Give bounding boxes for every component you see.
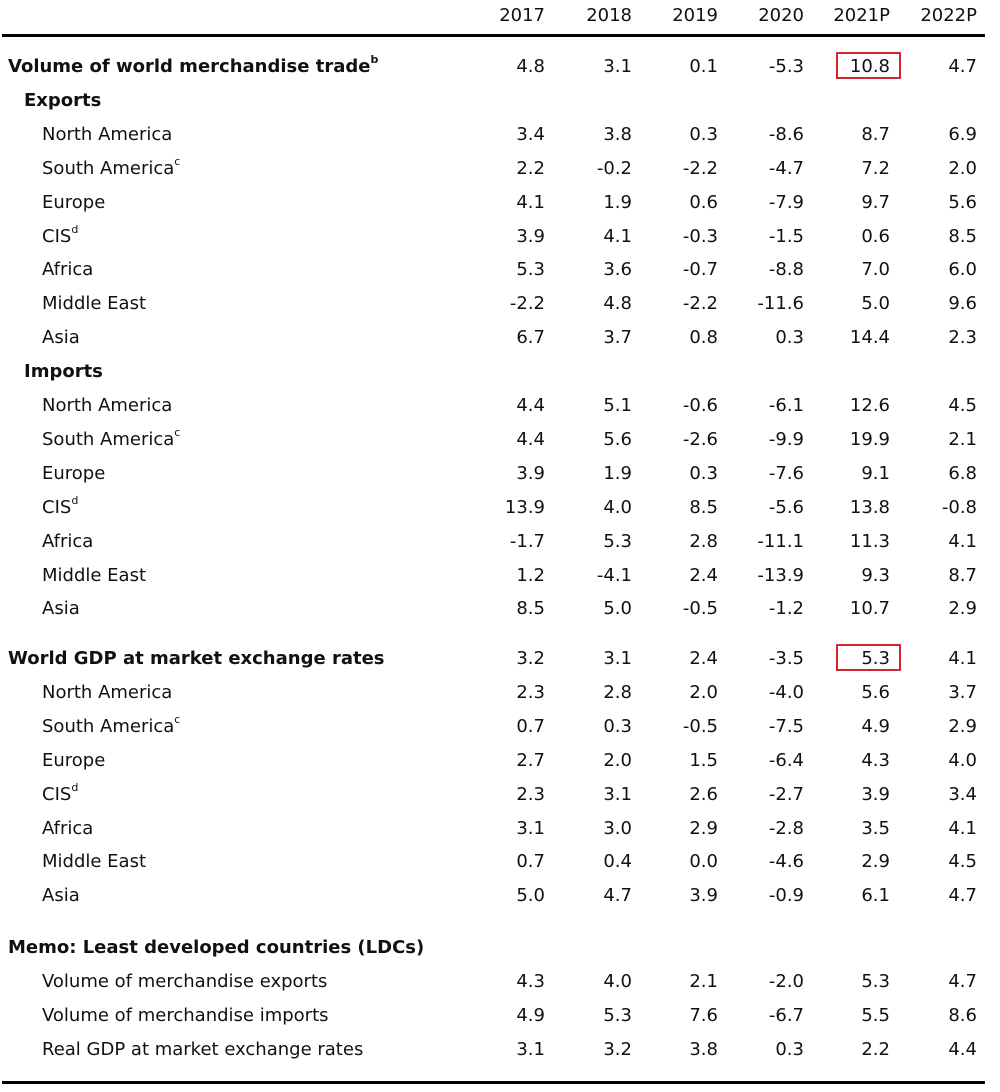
- value-cell-2019: 8.5: [689, 496, 718, 518]
- row-label-africa: [42, 531, 93, 553]
- value-cell-2021p: 5.5: [861, 1004, 890, 1026]
- row-label-text: Exports: [24, 89, 102, 111]
- row-label-memo-least-developed-countries-ldcs: [8, 937, 424, 959]
- value-cell-2022p: 6.8: [948, 462, 977, 484]
- value-cell-2018: 0.4: [603, 851, 632, 873]
- value-cell-2019: -2.2: [682, 157, 718, 179]
- row-label-world-gdp-at-market-exchange-rates: [8, 648, 385, 670]
- value-cell-2017: 3.1: [516, 1038, 545, 1060]
- row-label-text: Europe: [42, 749, 106, 771]
- row-label-text: Africa: [42, 259, 94, 281]
- row-label-text: Middle East: [42, 851, 147, 873]
- value-cell-2018: 3.1: [603, 56, 632, 77]
- value-cell-2021p: 11.3: [849, 530, 890, 552]
- value-cell-2021p: 5.3: [861, 648, 890, 669]
- value-cell-2022p: 5.6: [948, 191, 977, 213]
- value-cell-2021p: 13.8: [849, 496, 890, 518]
- value-cell-2022p: 4.5: [948, 395, 977, 416]
- row-label-text: Europe: [42, 191, 106, 213]
- row-label-text: Volume of world merchandise trade: [8, 56, 371, 77]
- row-label-text: North America: [42, 123, 173, 145]
- table-row: [0, 222, 1000, 256]
- value-cell-2020: -9.9: [768, 428, 804, 450]
- value-cell-2020: -4.7: [768, 157, 804, 179]
- table-row: [0, 90, 1000, 120]
- footnote-marker: c: [174, 712, 181, 726]
- value-cell-2022p: 8.7: [948, 564, 977, 586]
- table-row: [0, 598, 1000, 628]
- value-cell-2020: -6.1: [768, 395, 804, 416]
- value-cell-2019: -2.2: [682, 293, 718, 315]
- value-cell-2021p: 4.9: [861, 715, 890, 737]
- value-cell-2020: -5.3: [768, 56, 804, 77]
- value-cell-2022p: 4.7: [948, 56, 977, 77]
- table-row: [0, 463, 1000, 493]
- value-cell-2018: 1.9: [603, 462, 632, 484]
- row-label-europe: [42, 192, 105, 214]
- row-label-text: Real GDP at market exchange rates: [42, 1038, 364, 1060]
- value-cell-2018: 5.6: [603, 428, 632, 450]
- value-cell-2019: 1.5: [689, 749, 718, 771]
- value-cell-2021p: 0.6: [861, 225, 890, 247]
- value-cell-2017: 0.7: [516, 715, 545, 737]
- value-cell-2021p: 9.1: [861, 462, 890, 484]
- value-cell-2022p: 4.1: [948, 817, 977, 839]
- highlight-box: [836, 52, 901, 79]
- row-label-middle-east: [42, 851, 146, 873]
- value-cell-2021p: 6.1: [861, 885, 890, 907]
- value-cell-2018: 5.1: [603, 395, 632, 416]
- row-label-africa: [42, 259, 93, 281]
- value-cell-2018: 4.0: [603, 496, 632, 518]
- value-cell-2019: 0.1: [689, 56, 718, 77]
- row-label-asia: [42, 598, 80, 620]
- row-label-text: Africa: [42, 530, 94, 552]
- value-cell-2017: -1.7: [509, 530, 545, 552]
- value-cell-2017: 2.2: [516, 157, 545, 179]
- row-label-text: North America: [42, 395, 173, 416]
- row-label-asia: [42, 327, 80, 349]
- footnote-marker: c: [174, 154, 181, 168]
- value-cell-2019: 0.6: [689, 191, 718, 213]
- value-cell-2019: 2.9: [689, 817, 718, 839]
- value-cell-2022p: 8.5: [948, 225, 977, 247]
- table-row: [0, 648, 1000, 678]
- row-label-text: CIS: [42, 783, 72, 805]
- value-cell-2019: -2.6: [682, 428, 718, 450]
- value-cell-2017: 4.9: [516, 1004, 545, 1026]
- value-cell-2020: -7.6: [768, 462, 804, 484]
- value-cell-2019: 2.8: [689, 530, 718, 552]
- value-cell-2018: 5.0: [603, 598, 632, 620]
- row-label-text: Middle East: [42, 564, 147, 586]
- value-cell-2019: -0.7: [682, 259, 718, 281]
- value-cell-2017: 4.4: [516, 428, 545, 450]
- row-label-text: CIS: [42, 496, 72, 518]
- value-cell-2022p: 6.9: [948, 123, 977, 145]
- row-label-imports: [24, 361, 103, 383]
- value-cell-2017: -2.2: [509, 293, 545, 315]
- value-cell-2021p: 5.3: [861, 970, 890, 992]
- row-label-middle-east: [42, 293, 146, 315]
- value-cell-2022p: 3.7: [948, 681, 977, 703]
- row-label-text: Imports: [24, 361, 103, 383]
- footnote-marker: d: [71, 222, 79, 236]
- value-cell-2018: 5.3: [603, 530, 632, 552]
- row-label-cis: [42, 493, 79, 519]
- value-cell-2022p: 8.6: [948, 1004, 977, 1026]
- value-cell-2020: -4.0: [768, 681, 804, 703]
- value-cell-2022p: 4.1: [948, 530, 977, 552]
- value-cell-2017: 3.4: [516, 123, 545, 145]
- value-cell-2021p: 4.3: [861, 749, 890, 771]
- value-cell-2019: 2.4: [689, 564, 718, 586]
- value-cell-2020: -2.0: [768, 970, 804, 992]
- value-cell-2018: 2.0: [603, 749, 632, 771]
- value-cell-2017: 3.2: [516, 648, 545, 669]
- table-row: [0, 293, 1000, 323]
- value-cell-2017: 2.3: [516, 783, 545, 805]
- row-label-text: Europe: [42, 462, 106, 484]
- value-cell-2017: 4.4: [516, 395, 545, 416]
- value-cell-2018: 3.1: [603, 783, 632, 805]
- row-label-europe: [42, 463, 105, 485]
- table-row: [0, 361, 1000, 391]
- table-row: [0, 1039, 1000, 1069]
- value-cell-2021p: 7.2: [861, 157, 890, 179]
- value-cell-2017: 4.1: [516, 191, 545, 213]
- value-cell-2019: 7.6: [689, 1004, 718, 1026]
- value-cell-2018: 4.0: [603, 970, 632, 992]
- value-cell-2018: 3.1: [603, 648, 632, 669]
- value-cell-2019: 3.9: [689, 885, 718, 907]
- value-cell-2020: -3.5: [768, 648, 804, 669]
- value-cell-2019: 3.8: [689, 1038, 718, 1060]
- table-row: [0, 971, 1000, 1001]
- value-cell-2020: -2.8: [768, 817, 804, 839]
- value-cell-2017: 3.9: [516, 462, 545, 484]
- row-label-text: Volume of merchandise imports: [42, 1004, 329, 1026]
- value-cell-2018: -0.2: [596, 157, 632, 179]
- table-row: [0, 851, 1000, 881]
- row-label-asia: [42, 885, 80, 907]
- value-cell-2018: 4.8: [603, 293, 632, 315]
- value-cell-2019: 0.3: [689, 462, 718, 484]
- value-cell-2017: 2.7: [516, 749, 545, 771]
- value-cell-2018: 5.3: [603, 1004, 632, 1026]
- value-cell-2021p: 5.0: [861, 293, 890, 315]
- value-cell-2017: 4.3: [516, 970, 545, 992]
- value-cell-2018: 3.8: [603, 123, 632, 145]
- value-cell-2017: 6.7: [516, 327, 545, 349]
- row-label-north-america: [42, 124, 172, 146]
- value-cell-2020: -1.5: [768, 225, 804, 247]
- value-cell-2020: -4.6: [768, 851, 804, 873]
- table-row: [0, 192, 1000, 222]
- value-cell-2022p: 4.7: [948, 885, 977, 907]
- value-cell-2021p: 14.4: [849, 327, 890, 349]
- value-cell-2017: 13.9: [504, 496, 545, 518]
- value-cell-2021p: 3.9: [861, 783, 890, 805]
- value-cell-2022p: 4.5: [948, 851, 977, 873]
- row-label-cis: [42, 222, 79, 248]
- row-label-text: World GDP at market exchange rates: [8, 648, 385, 669]
- value-cell-2020: -7.9: [768, 191, 804, 213]
- value-cell-2018: 4.1: [603, 225, 632, 247]
- value-cell-2018: 3.2: [603, 1038, 632, 1060]
- value-cell-2019: 0.8: [689, 327, 718, 349]
- value-cell-2017: 3.1: [516, 817, 545, 839]
- year-header-2018: 2018: [586, 5, 632, 26]
- value-cell-2018: -4.1: [596, 564, 632, 586]
- value-cell-2017: 5.0: [516, 885, 545, 907]
- table-row: [0, 531, 1000, 561]
- table-row: [0, 53, 1000, 86]
- row-label-text: Volume of merchandise exports: [42, 970, 328, 992]
- row-label-text: South America: [42, 157, 175, 179]
- value-cell-2022p: 2.9: [948, 598, 977, 620]
- footnote-marker: d: [71, 780, 79, 794]
- top-rule: [2, 34, 985, 37]
- table-row: [0, 124, 1000, 154]
- row-label-africa: [42, 818, 93, 840]
- value-cell-2019: -0.5: [682, 715, 718, 737]
- table-row: [0, 682, 1000, 712]
- table-row: [0, 493, 1000, 527]
- year-header-2019: 2019: [672, 5, 718, 26]
- row-label-south-america: [42, 154, 181, 180]
- value-cell-2018: 4.7: [603, 885, 632, 907]
- table-row: [0, 1005, 1000, 1035]
- row-label-exports: [24, 90, 101, 112]
- row-label-text: CIS: [42, 225, 72, 247]
- table-row: [0, 565, 1000, 595]
- value-cell-2018: 1.9: [603, 191, 632, 213]
- value-cell-2021p: 3.5: [861, 817, 890, 839]
- row-label-volume-of-merchandise-imports: [42, 1005, 329, 1027]
- value-cell-2021p: 10.7: [849, 598, 890, 620]
- table-row: [0, 425, 1000, 459]
- value-cell-2019: -0.5: [682, 598, 718, 620]
- table-row: [0, 395, 1000, 425]
- value-cell-2020: -11.1: [757, 530, 804, 552]
- value-cell-2021p: 2.2: [861, 1038, 890, 1060]
- value-cell-2022p: 3.4: [948, 783, 977, 805]
- value-cell-2022p: 4.7: [948, 970, 977, 992]
- value-cell-2022p: 2.0: [948, 157, 977, 179]
- row-label-north-america: [42, 682, 172, 704]
- value-cell-2020: -8.8: [768, 259, 804, 281]
- value-cell-2018: 3.6: [603, 259, 632, 281]
- row-label-south-america: [42, 712, 181, 738]
- row-label-text: Africa: [42, 817, 94, 839]
- row-label-text: Memo: Least developed countries (LDCs): [8, 937, 425, 958]
- value-cell-2020: -1.2: [768, 598, 804, 620]
- value-cell-2018: 0.3: [603, 715, 632, 737]
- value-cell-2018: 3.0: [603, 817, 632, 839]
- value-cell-2020: -0.9: [768, 885, 804, 907]
- value-cell-2019: 0.0: [689, 851, 718, 873]
- value-cell-2017: 8.5: [516, 598, 545, 620]
- row-label-middle-east: [42, 565, 146, 587]
- row-label-text: North America: [42, 681, 173, 703]
- value-cell-2021p: 9.7: [861, 191, 890, 213]
- table-row: [0, 327, 1000, 357]
- table-row: [0, 937, 1000, 967]
- table-row: [0, 712, 1000, 746]
- value-cell-2022p: 4.1: [948, 648, 977, 669]
- year-header-2021p: 2021P: [833, 5, 890, 26]
- value-cell-2021p: 8.7: [861, 123, 890, 145]
- value-cell-2020: 0.3: [775, 327, 804, 349]
- value-cell-2020: -2.7: [768, 783, 804, 805]
- value-cell-2020: -11.6: [757, 293, 804, 315]
- value-cell-2022p: 2.9: [948, 715, 977, 737]
- value-cell-2022p: 2.1: [948, 428, 977, 450]
- table-row: [0, 259, 1000, 289]
- value-cell-2017: 2.3: [516, 681, 545, 703]
- row-label-north-america: [42, 395, 172, 417]
- row-label-text: Asia: [42, 327, 80, 349]
- row-label-volume-of-merchandise-exports: [42, 971, 327, 993]
- table-row: [0, 750, 1000, 780]
- row-label-volume-of-world-merchandise-trade: [8, 53, 379, 78]
- value-cell-2022p: 4.0: [948, 749, 977, 771]
- value-cell-2021p: 9.3: [861, 564, 890, 586]
- year-header-2020: 2020: [758, 5, 804, 26]
- value-cell-2020: -6.4: [768, 749, 804, 771]
- year-header-2022p: 2022P: [920, 5, 977, 26]
- highlight-box: [836, 644, 901, 671]
- value-cell-2018: 3.7: [603, 327, 632, 349]
- footnote-marker: d: [71, 493, 79, 507]
- value-cell-2020: 0.3: [775, 1038, 804, 1060]
- value-cell-2019: 2.4: [689, 648, 718, 669]
- value-cell-2022p: 6.0: [948, 259, 977, 281]
- row-label-cis: [42, 780, 79, 806]
- value-cell-2017: 0.7: [516, 851, 545, 873]
- year-header-2017: 2017: [499, 5, 545, 26]
- value-cell-2019: 0.3: [689, 123, 718, 145]
- value-cell-2020: -8.6: [768, 123, 804, 145]
- value-cell-2021p: 2.9: [861, 851, 890, 873]
- bottom-rule: [2, 1081, 985, 1084]
- value-cell-2021p: 10.8: [849, 56, 890, 77]
- value-cell-2022p: 2.3: [948, 327, 977, 349]
- value-cell-2018: 2.8: [603, 681, 632, 703]
- table-row: [0, 780, 1000, 814]
- row-label-text: South America: [42, 715, 175, 737]
- table-row: [0, 818, 1000, 848]
- value-cell-2017: 5.3: [516, 259, 545, 281]
- value-cell-2019: -0.6: [682, 395, 718, 416]
- value-cell-2021p: 5.6: [861, 681, 890, 703]
- value-cell-2022p: 9.6: [948, 293, 977, 315]
- value-cell-2019: -0.3: [682, 225, 718, 247]
- value-cell-2020: -6.7: [768, 1004, 804, 1026]
- value-cell-2021p: 19.9: [849, 428, 890, 450]
- year-header-row: [0, 0, 1000, 30]
- table-row: [0, 154, 1000, 188]
- value-cell-2020: -13.9: [757, 564, 804, 586]
- row-label-text: South America: [42, 428, 175, 450]
- value-cell-2017: 4.8: [516, 56, 545, 77]
- row-label-text: Asia: [42, 885, 80, 907]
- value-cell-2022p: -0.8: [941, 496, 977, 518]
- value-cell-2019: 2.0: [689, 681, 718, 703]
- row-label-south-america: [42, 425, 181, 451]
- row-label-europe: [42, 750, 105, 772]
- value-cell-2020: -7.5: [768, 715, 804, 737]
- value-cell-2021p: 12.6: [849, 395, 890, 416]
- row-label-text: Middle East: [42, 293, 147, 315]
- table-row: [0, 885, 1000, 915]
- row-label-text: Asia: [42, 598, 80, 620]
- value-cell-2020: -5.6: [768, 496, 804, 518]
- value-cell-2019: 2.6: [689, 783, 718, 805]
- value-cell-2017: 1.2: [516, 564, 545, 586]
- value-cell-2022p: 4.4: [948, 1038, 977, 1060]
- row-label-real-gdp-at-market-exchange-rates: [42, 1039, 363, 1061]
- value-cell-2019: 2.1: [689, 970, 718, 992]
- footnote-marker: b: [370, 53, 379, 66]
- footnote-marker: c: [174, 425, 181, 439]
- value-cell-2021p: 7.0: [861, 259, 890, 281]
- value-cell-2017: 3.9: [516, 225, 545, 247]
